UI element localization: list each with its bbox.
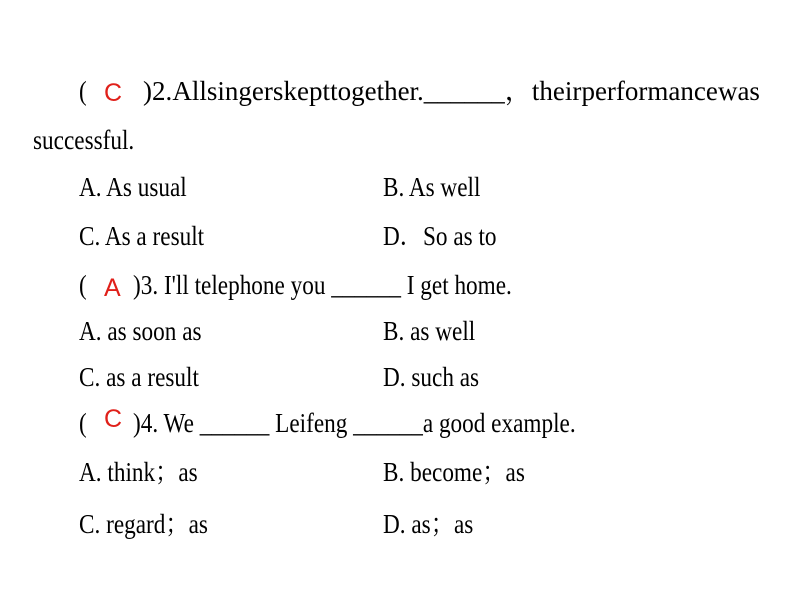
q2-word: their [531, 76, 582, 106]
q2-paren-open: ( [79, 76, 87, 106]
q2-word: together.______， [330, 76, 532, 106]
q2-option-d: D．So as to [383, 221, 497, 251]
q2-word: singers [206, 76, 284, 106]
q2-number: )2. [143, 76, 173, 106]
q2-stem-line2: successful. [33, 125, 135, 155]
q4-paren-open: ( [79, 408, 87, 438]
q2-option-c: C. As a result [79, 221, 205, 251]
q3-option-a: A. as soon as [79, 316, 202, 346]
q4-option-a: A. think；as [79, 457, 198, 487]
q3-paren-open: ( [79, 270, 87, 300]
q2-word: was [717, 76, 760, 106]
q2-answer: C [104, 79, 123, 107]
q3-option-c: C. as a result [79, 362, 199, 392]
q2-option-b: B. As well [383, 172, 481, 202]
q2-word: performance [581, 76, 718, 106]
q4-option-b: B. become；as [383, 457, 525, 487]
q2-word: kept [283, 76, 330, 106]
q4-answer: C [104, 405, 123, 433]
q3-answer: A [104, 274, 121, 302]
q4-stem: )4. We ______ Leifeng ______a good example. [133, 408, 576, 438]
q3-stem: )3. I'll telephone you ______ I get home. [133, 270, 512, 300]
q2-option-a: A. As usual [79, 172, 187, 202]
q3-option-b: B. as well [383, 316, 476, 346]
q4-option-c: C. regard；as [79, 509, 208, 539]
q2-stem-line1 [143, 78, 760, 105]
q4-option-d: D. as；as [383, 509, 474, 539]
q2-word: All [172, 76, 207, 106]
q3-option-d: D. such as [383, 362, 480, 392]
